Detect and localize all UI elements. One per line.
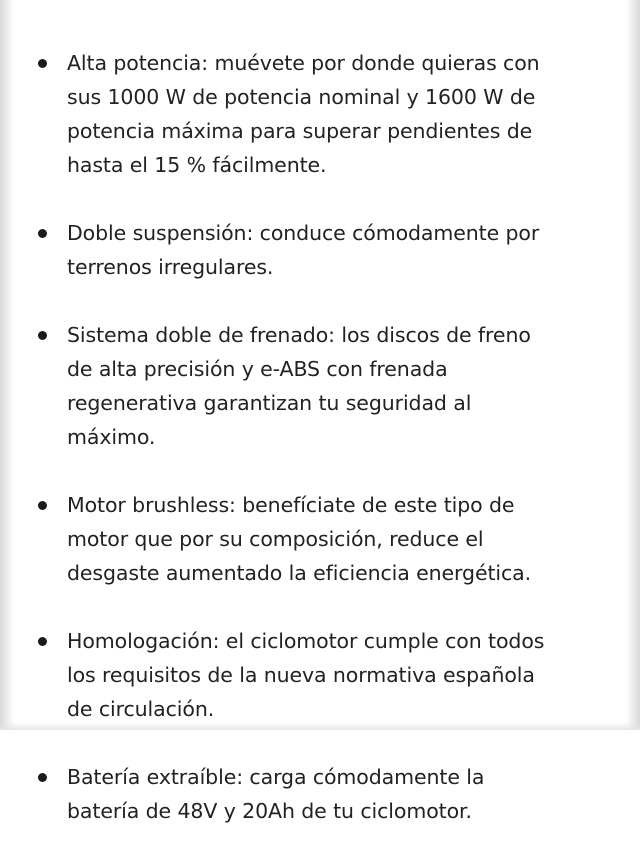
bullet-icon [38,59,47,68]
feature-item-sistema-frenado [0,318,640,454]
bullet-icon [38,773,47,782]
bullet-icon [38,229,47,238]
feature-text: Alta potencia: muévete por donde quieras con sus 1000 W de potencia nominal y 1600 W de potencia máxima para superar pendientes de hasta el 15 % fácilmente. [67,51,540,177]
feature-item-motor-brushless [0,488,640,590]
feature-text: Doble suspensión: conduce cómodamente por terrenos irregulares. [67,221,540,279]
feature-item-alta-potencia [0,46,640,182]
feature-item-bateria-extraible [0,760,640,828]
feature-item-doble-suspension [0,216,640,284]
feature-list [0,46,640,862]
feature-text: Motor brushless: benefíciate de este tipo de motor que por su composición, reduce el desgaste aumentado la eficiencia energética. [67,493,532,585]
bullet-icon [38,331,47,340]
feature-text: Sistema doble de frenado: los discos de freno de alta precisión y e-ABS con frenada regenerativa garantizan tu seguridad al máximo. [67,323,531,449]
bullet-icon [38,637,47,646]
feature-text: Batería extraíble: carga cómodamente la batería de 48V y 20Ah de tu ciclomotor. [67,765,485,823]
bullet-icon [38,501,47,510]
feature-item-homologacion [0,624,640,726]
feature-text: Homologación: el ciclomotor cumple con todos los requisitos de la nueva normativa española de circulación. [67,629,545,721]
